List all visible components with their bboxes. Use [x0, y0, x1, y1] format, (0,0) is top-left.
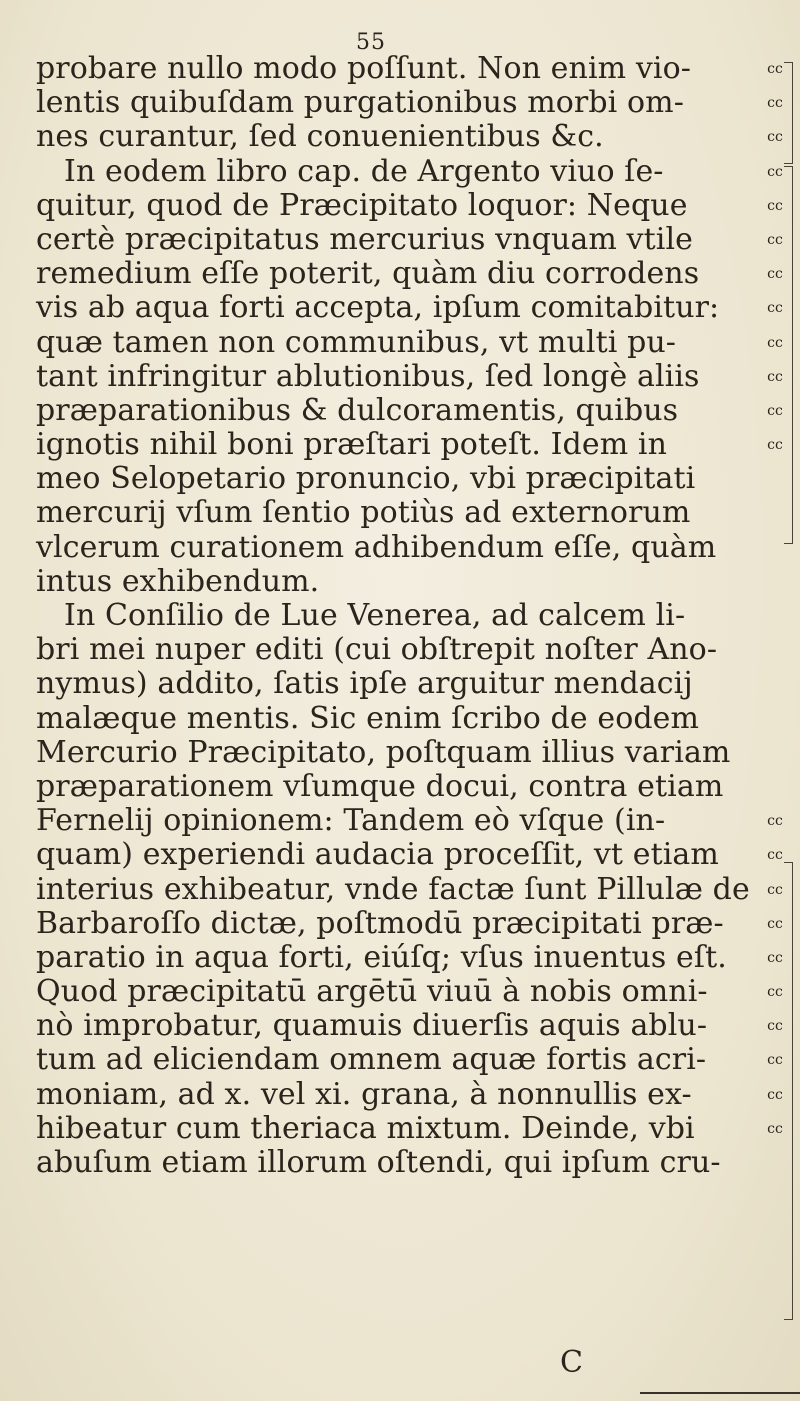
- margin-bracket: [784, 862, 793, 1320]
- margin-quote-mark: cc: [767, 1052, 783, 1069]
- text-line: tant infringitur ablutionibus, ſed longè aliis: [36, 358, 700, 394]
- margin-quote-mark: cc: [767, 1086, 783, 1103]
- text-line: paratio in aqua forti, eiúſq; vſus inuentus eſt.: [36, 939, 727, 975]
- margin-quote-mark: cc: [767, 334, 783, 351]
- margin-quote-mark: cc: [767, 437, 783, 454]
- text-line: Barbaroſſo dictæ, poſtmodū præcipitati præ-: [36, 905, 724, 941]
- margin-quote-mark: cc: [767, 402, 783, 419]
- margin-bracket: [784, 166, 793, 544]
- margin-quote-mark: [757, 667, 793, 701]
- margin-quote-mark: [757, 770, 793, 804]
- text-line: hibeatur cum theriaca mixtum. Deinde, vbi: [36, 1110, 695, 1146]
- text-line: meo Selopetario pronuncio, vbi præcipitati: [36, 461, 696, 497]
- page-number: 55: [356, 30, 386, 55]
- margin-quote-mark: cc: [767, 949, 783, 966]
- text-line: nymus) addito, ſatis ipſe arguitur mendacij: [36, 666, 693, 702]
- text-line: intus exhibendum.: [36, 563, 320, 599]
- text-line: malæque mentis. Sic enim ſcribo de eodem: [36, 700, 700, 736]
- body-text: [36, 51, 750, 1180]
- margin-quote-mark: cc: [767, 61, 783, 77]
- text-line: vis ab aqua forti accepta, ipſum comitabitur:: [36, 290, 720, 326]
- bottom-rule: [640, 1392, 800, 1394]
- text-line: præparationibus & dulcoramentis, quibus: [36, 392, 679, 428]
- text-line: tum ad eliciendam omnem aquæ fortis acri-: [36, 1042, 707, 1078]
- margin-quote-mark: cc: [767, 368, 783, 385]
- text-line: quam) experiendi audacia proceſſit, vt etiam: [36, 837, 719, 873]
- margin-quote-mark: [757, 702, 793, 736]
- text-line: probare nullo modo poſſunt. Non enim vio-: [36, 51, 691, 86]
- text-line: bri mei nuper editi (cui obſtrepit noſter Ano-: [36, 632, 718, 668]
- margin-quote-mark: cc: [767, 129, 783, 146]
- text-line: quæ tamen non communibus, vt multi pu-: [36, 324, 677, 360]
- margin-quote-mark: [757, 633, 793, 667]
- margin-quote-mark: cc: [767, 813, 783, 830]
- text-line: In eodem libro cap. de Argento viuo ſe-: [64, 153, 664, 189]
- margin-quote-mark: [757, 565, 793, 599]
- margin-quote-mark: cc: [767, 266, 783, 283]
- text-line: interius exhibeatur, vnde factæ ſunt Pillulæ de: [36, 871, 750, 907]
- text-line: quitur, quod de Præcipitato loquor: Neque: [36, 187, 688, 223]
- text-line: Fernelij opinionem: Tandem eò vſque (in-: [36, 803, 666, 839]
- margin-quote-mark: cc: [767, 231, 783, 248]
- margin-quote-mark: cc: [767, 197, 783, 214]
- signature-mark: C: [560, 1345, 583, 1380]
- text-line: Mercurio Præcipitato, poſtquam illius variam: [36, 734, 731, 770]
- text-line: remedium eſſe poterit, quàm diu corrodens: [36, 256, 700, 292]
- text-line: præparationem vſumque docui, contra etiam: [36, 768, 724, 804]
- text-line: In Conſilio de Lue Venerea, ad calcem li-: [64, 598, 686, 633]
- margin-quote-mark: cc: [767, 1018, 783, 1035]
- text-line: ignotis nihil boni præſtari poteſt. Idem in: [36, 427, 668, 463]
- margin-quote-mark: cc: [767, 984, 783, 1001]
- text-line: vlcerum curationem adhibendum eſſe, quàm: [36, 529, 717, 565]
- text-line: certè præcipitatus mercurius vnquam vtile: [36, 221, 693, 257]
- margin-quote-mark: cc: [767, 847, 783, 864]
- text-line: mercurij vſum ſentio potiùs ad externorum: [36, 495, 691, 531]
- text-line: abuſum etiam illorum oſtendi, qui ipſum cru-: [36, 1145, 721, 1180]
- margin-quote-mark: cc: [767, 95, 783, 112]
- margin-quote-mark: cc: [767, 1120, 783, 1137]
- text-line: nò improbatur, quamuis diuerſis aquis ablu-: [36, 1008, 708, 1044]
- margin-bracket: [784, 62, 793, 164]
- margin-quote-mark: [757, 599, 793, 633]
- margin-quote-mark: [757, 736, 793, 770]
- margin-quote-mark: cc: [767, 915, 783, 932]
- text-line: moniam, ad x. vel xi. grana, à nonnullis ex-: [36, 1076, 692, 1112]
- margin-quote-mark: cc: [767, 300, 783, 317]
- text-line: lentis quibuſdam purgationibus morbi om-: [36, 85, 684, 121]
- text-line: nes curantur, ſed conuenientibus &c.: [36, 119, 604, 155]
- margin-quote-mark: cc: [767, 163, 783, 180]
- margin-quote-mark: cc: [767, 881, 783, 898]
- text-line: Quod præcipitatū argētū viuū à nobis omni-: [36, 974, 708, 1010]
